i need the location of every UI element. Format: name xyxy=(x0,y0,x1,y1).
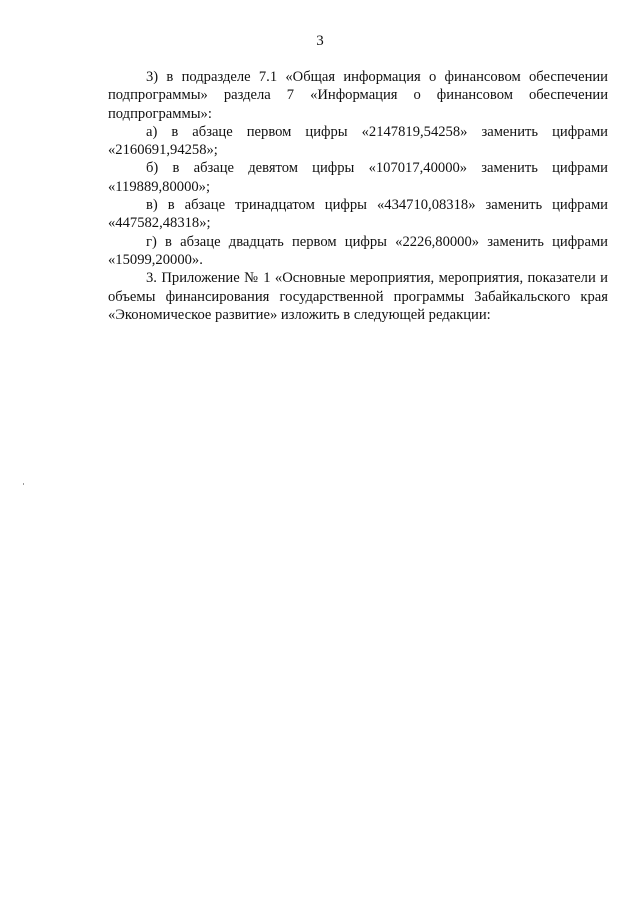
paragraph-appendix-1: 3. Приложение № 1 «Основные мероприятия, мероприятия, показатели и объемы финансирования государственной программы Забайкальского края «Экономическое развитие» изложить в следующей редакции: xyxy=(108,270,608,323)
paragraph-item-b: б) в абзаце девятом цифры «107017,40000» заменить цифрами «119889,80000»; xyxy=(108,160,608,195)
page-number: 3 xyxy=(316,33,324,49)
scan-mark xyxy=(23,483,24,485)
paragraph-item-a: а) в абзаце первом цифры «2147819,54258» заменить цифрами «2160691,94258»; xyxy=(108,123,608,159)
paragraph-item-g: г) в абзаце двадцать первом цифры «2226,80000» заменить цифрами «15099,20000». xyxy=(108,233,608,268)
document-body xyxy=(108,68,608,324)
paragraph-subsection-7-1: 3) в подразделе 7.1 «Общая информация о финансовом обеспечении подпрограммы» раздела 7 «Информация о финансовом обеспечении подпрограммы»: xyxy=(108,69,608,122)
paragraph-item-v: в) в абзаце тринадцатом цифры «434710,08318» заменить цифрами «447582,48318»; xyxy=(108,197,608,232)
